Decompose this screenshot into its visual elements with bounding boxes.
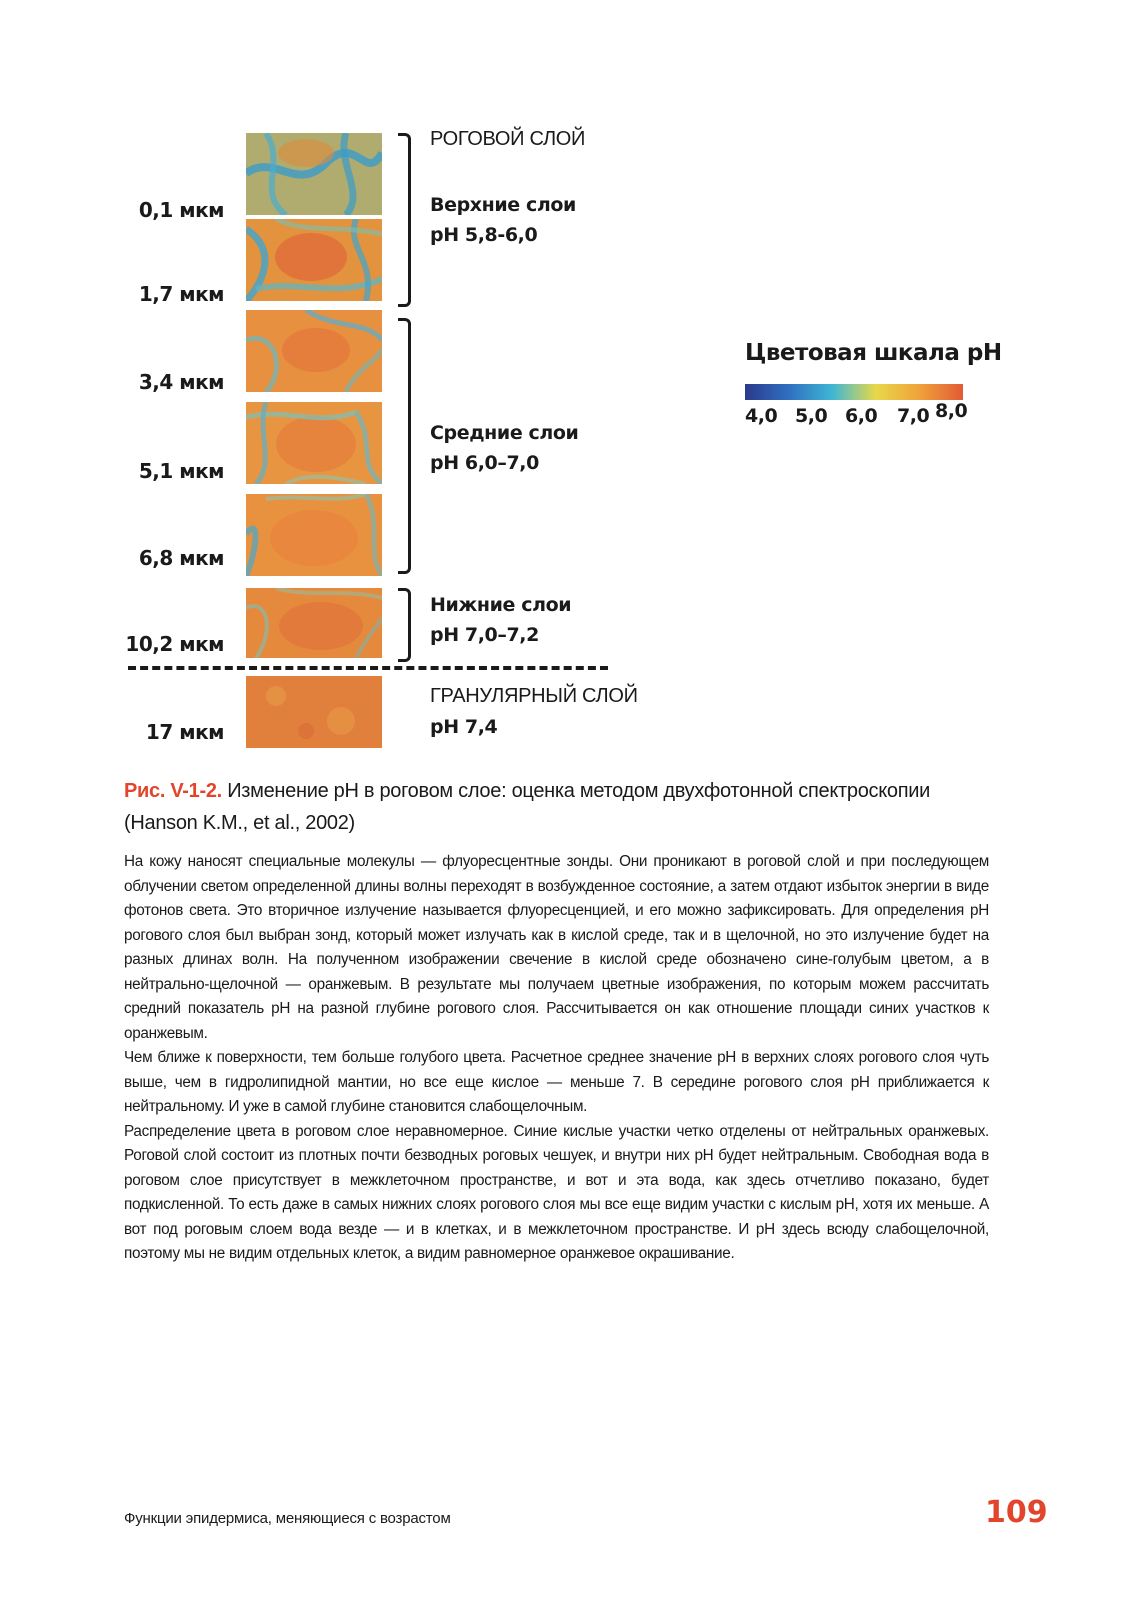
running-footer: Функции эпидермиса, меняющиеся с возрастом xyxy=(124,1510,451,1527)
upper-layers-ph: pH 5,8-6,0 xyxy=(430,224,538,246)
ph-scale-tick-4: 4,0 xyxy=(745,405,778,427)
bracket-lower-layers xyxy=(398,588,411,662)
microscopy-tile-3 xyxy=(246,310,382,392)
horny-layer-label: РОГОВОЙ СЛОЙ xyxy=(430,128,586,150)
depth-label-0-1: 0,1 мкм xyxy=(138,198,224,222)
ph-scale-tick-6: 6,0 xyxy=(845,405,878,427)
depth-label-3-4: 3,4 мкм xyxy=(138,370,224,394)
microscopy-tile-1 xyxy=(246,133,382,215)
microscopy-tile-7 xyxy=(246,676,382,748)
body-text xyxy=(124,850,989,1267)
ph-scale-tick-8: 8,0 xyxy=(935,400,968,422)
middle-layers-ph: pH 6,0–7,0 xyxy=(430,452,539,474)
figure-ref: Рис. V-1-2. xyxy=(124,780,222,802)
microscopy-tile-4 xyxy=(246,402,382,484)
depth-label-10-2: 10,2 мкм xyxy=(125,632,224,656)
microscopy-tile-5 xyxy=(246,494,382,576)
ph-scale-gradient xyxy=(745,384,963,400)
lower-layers-ph: pH 7,0–7,2 xyxy=(430,624,539,646)
ph-scale-tick-7: 7,0 xyxy=(897,405,930,427)
lower-layers-title: Нижние слои xyxy=(430,594,572,616)
figure-caption xyxy=(124,775,1004,839)
granular-layer-ph: pH 7,4 xyxy=(430,716,498,738)
paragraph: Распределение цвета в роговом слое неравномерное. Синие кислые участки четко отделены от нейтральных оранжевых. Роговой слой состоит из плотных почти безводных роговых чешуек, и внутри них pH будет нейтральным. Свободная вода в роговом слое присутствует в межклеточном пространстве, и вот и эта вода, как здесь отчетливо показано, будет подкисленной. То есть даже в самых нижних слоях рогового слоя мы все еще видим участки с кислым pH, хотя их меньше. А вот под роговым слоем вода везде — и в клетках, и в межклеточном пространстве. И pH здесь всюду слабощелочной, поэтому мы не видим отдельных клеток, а видим равномерное оранжевое окрашивание. xyxy=(124,1122,989,1262)
paragraph: На кожу наносят специальные молекулы — флуоресцентные зонды. Они проникают в роговой слой и при последующем облучении светом определенной длины волны переходят в возбужденное состояние, а затем отдают избыток энергии в виде фотонов света. Это вторичное излучение называется флуоресценцией, и его можно зафиксировать. Для определения pH рогового слоя был выбран зонд, который может излучать как в кислой среде, так и в щелочной, но это излучение будет на разных длинах волн. На полученном изображении свечение в кислой среде обозначено сине-голубым цветом, а в нейтрально-щелочной — оранжевым. В результате мы получаем цветные изображения, по которым можем рассчитать средний показатель pH на разной глубине рогового слоя. Рассчитывается он как отношение площади синих участков к оранжевым. xyxy=(124,853,989,1042)
bracket-upper-layers xyxy=(398,133,411,307)
page-number: 109 xyxy=(985,1495,1048,1530)
bracket-middle-layers xyxy=(398,318,411,574)
microscopy-tile-2 xyxy=(246,219,382,301)
figure-caption-text: Изменение pH в роговом слое: оценка методом двухфотонной спектроскопии (Hanson K.M., et al., 2002) xyxy=(124,780,930,834)
layer-divider xyxy=(128,666,608,670)
ph-scale-title: Цветовая шкала pH xyxy=(745,340,1002,366)
granular-layer-label: ГРАНУЛЯРНЫЙ СЛОЙ xyxy=(430,685,638,707)
ph-scale-tick-5: 5,0 xyxy=(795,405,828,427)
upper-layers-title: Верхние слои xyxy=(430,194,576,216)
depth-label-17: 17 мкм xyxy=(145,720,224,744)
microscopy-tile-6 xyxy=(246,588,382,658)
depth-label-6-8: 6,8 мкм xyxy=(138,546,224,570)
paragraph: Чем ближе к поверхности, тем больше голубого цвета. Расчетное среднее значение pH в верхних слоях рогового слоя чуть выше, чем в гидролипидной мантии, но все еще кислое — меньше 7. В середине рогового слоя pH приближается к нейтральному. И уже в самой глубине становится слабощелочным. xyxy=(124,1049,989,1115)
depth-label-1-7: 1,7 мкм xyxy=(138,282,224,306)
middle-layers-title: Средние слои xyxy=(430,422,579,444)
depth-label-5-1: 5,1 мкм xyxy=(138,459,224,483)
